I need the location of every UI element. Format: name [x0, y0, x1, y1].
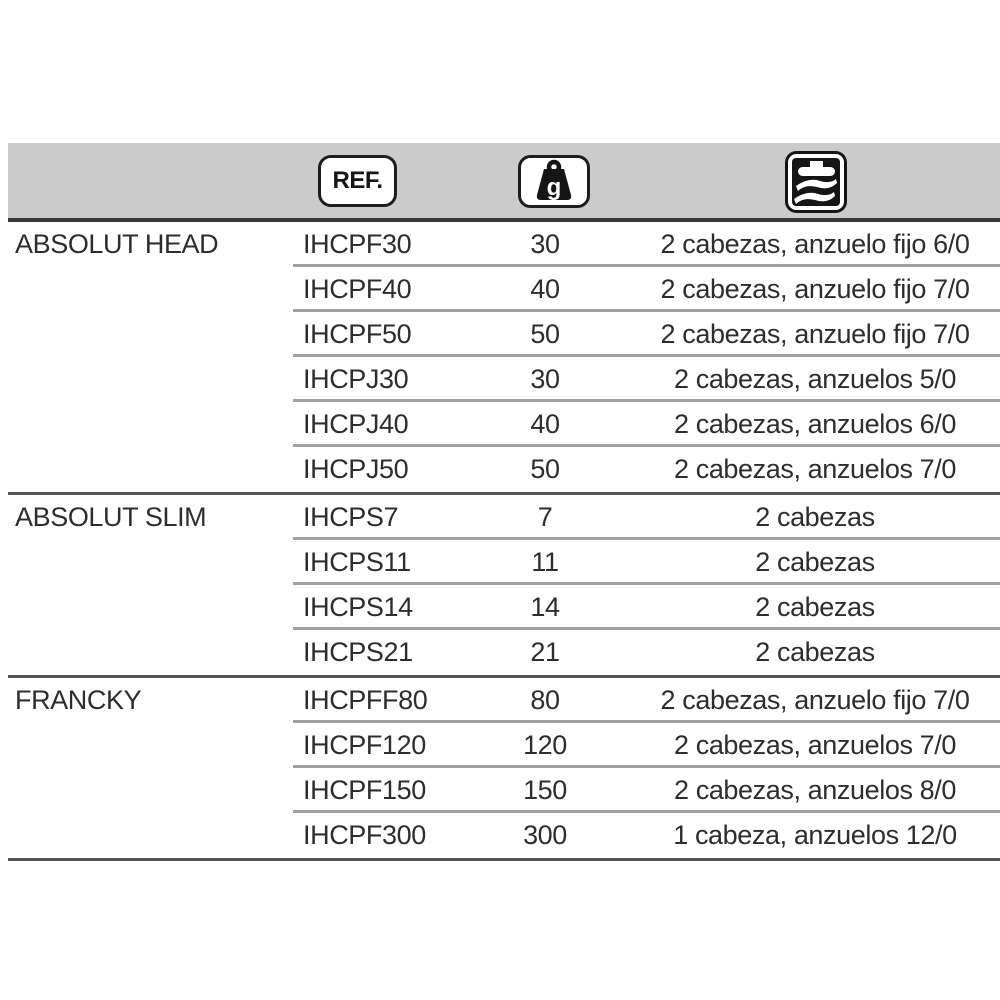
table-row — [8, 357, 1000, 402]
ref-code-cell: IHCPFF80 — [303, 685, 428, 715]
description-cell: 2 cabezas, anzuelo fijo 7/0 — [660, 319, 970, 349]
ref-code-cell: IHCPJ30 — [303, 364, 409, 394]
weight-cell: 30 — [530, 364, 560, 394]
table-row — [8, 267, 1000, 312]
weight-cell: 80 — [530, 685, 560, 715]
spec-table — [8, 143, 1000, 861]
description-cell: 2 cabezas, anzuelos 6/0 — [674, 409, 956, 439]
ref-code-cell: IHCPJ40 — [303, 409, 409, 439]
weight-cell: 21 — [530, 637, 560, 667]
ref-code-cell: IHCPF150 — [303, 775, 426, 805]
description-cell: 2 cabezas, anzuelos 5/0 — [674, 364, 956, 394]
ref-code-cell: IHCPS7 — [303, 502, 399, 532]
product-group-francky — [8, 678, 1000, 861]
table-row — [8, 723, 1000, 768]
table-row — [8, 678, 1000, 723]
description-cell: 2 cabezas, anzuelos 7/0 — [674, 730, 956, 760]
description-cell: 2 cabezas, anzuelos 7/0 — [674, 454, 956, 484]
ref-code-cell: IHCPS21 — [303, 637, 413, 667]
weight-grams-icon — [518, 155, 590, 208]
table-row — [8, 630, 1000, 675]
description-cell: 2 cabezas — [755, 637, 875, 667]
table-row — [8, 495, 1000, 540]
ref-code-cell: IHCPF30 — [303, 229, 412, 259]
ref-code-cell: IHCPF120 — [303, 730, 426, 760]
product-group-absolut-head — [8, 222, 1000, 495]
weight-cell: 7 — [537, 502, 553, 532]
table-row — [8, 768, 1000, 813]
table-header — [8, 143, 1000, 222]
weight-cell: 50 — [530, 454, 560, 484]
ref-badge — [318, 155, 397, 207]
ref-code-cell: IHCPS14 — [303, 592, 413, 622]
product-name-cell: ABSOLUT SLIM — [15, 502, 207, 532]
product-name-cell: ABSOLUT HEAD — [15, 229, 219, 259]
table-row — [8, 540, 1000, 585]
description-cell: 2 cabezas, anzuelo fijo 7/0 — [660, 685, 970, 715]
ref-code-cell: IHCPJ50 — [303, 454, 409, 484]
description-cell: 2 cabezas, anzuelo fijo 7/0 — [660, 274, 970, 304]
table-row — [8, 402, 1000, 447]
description-cell: 2 cabezas — [755, 592, 875, 622]
ref-code-cell: IHCPS11 — [303, 547, 411, 577]
description-cell: 2 cabezas, anzuelo fijo 6/0 — [660, 229, 970, 259]
table-row — [8, 813, 1000, 858]
product-name-cell: FRANCKY — [15, 685, 142, 715]
description-cell: 2 cabezas, anzuelos 8/0 — [674, 775, 956, 805]
weight-cell: 40 — [530, 274, 560, 304]
table-row — [8, 312, 1000, 357]
weight-cell: 11 — [531, 547, 559, 577]
description-cell: 1 cabeza, anzuelos 12/0 — [673, 820, 957, 850]
weight-cell: 150 — [523, 775, 567, 805]
description-cell: 2 cabezas — [755, 547, 875, 577]
ref-badge-label: REF. — [332, 167, 383, 194]
ref-code-cell: IHCPF300 — [303, 820, 426, 850]
table-row — [8, 447, 1000, 492]
weight-cell: 300 — [523, 820, 567, 850]
weight-cell: 120 — [523, 730, 567, 760]
weight-cell: 50 — [530, 319, 560, 349]
lure-rig-icon — [785, 151, 847, 213]
weight-cell: 40 — [530, 409, 560, 439]
table-row — [8, 222, 1000, 267]
table-row — [8, 585, 1000, 630]
product-group-absolut-slim — [8, 495, 1000, 678]
ref-code-cell: IHCPF50 — [303, 319, 412, 349]
ref-code-cell: IHCPF40 — [303, 274, 412, 304]
weight-unit-label: g — [546, 174, 562, 201]
weight-cell: 14 — [530, 592, 560, 622]
weight-cell: 30 — [530, 229, 560, 259]
description-cell: 2 cabezas — [755, 502, 875, 532]
